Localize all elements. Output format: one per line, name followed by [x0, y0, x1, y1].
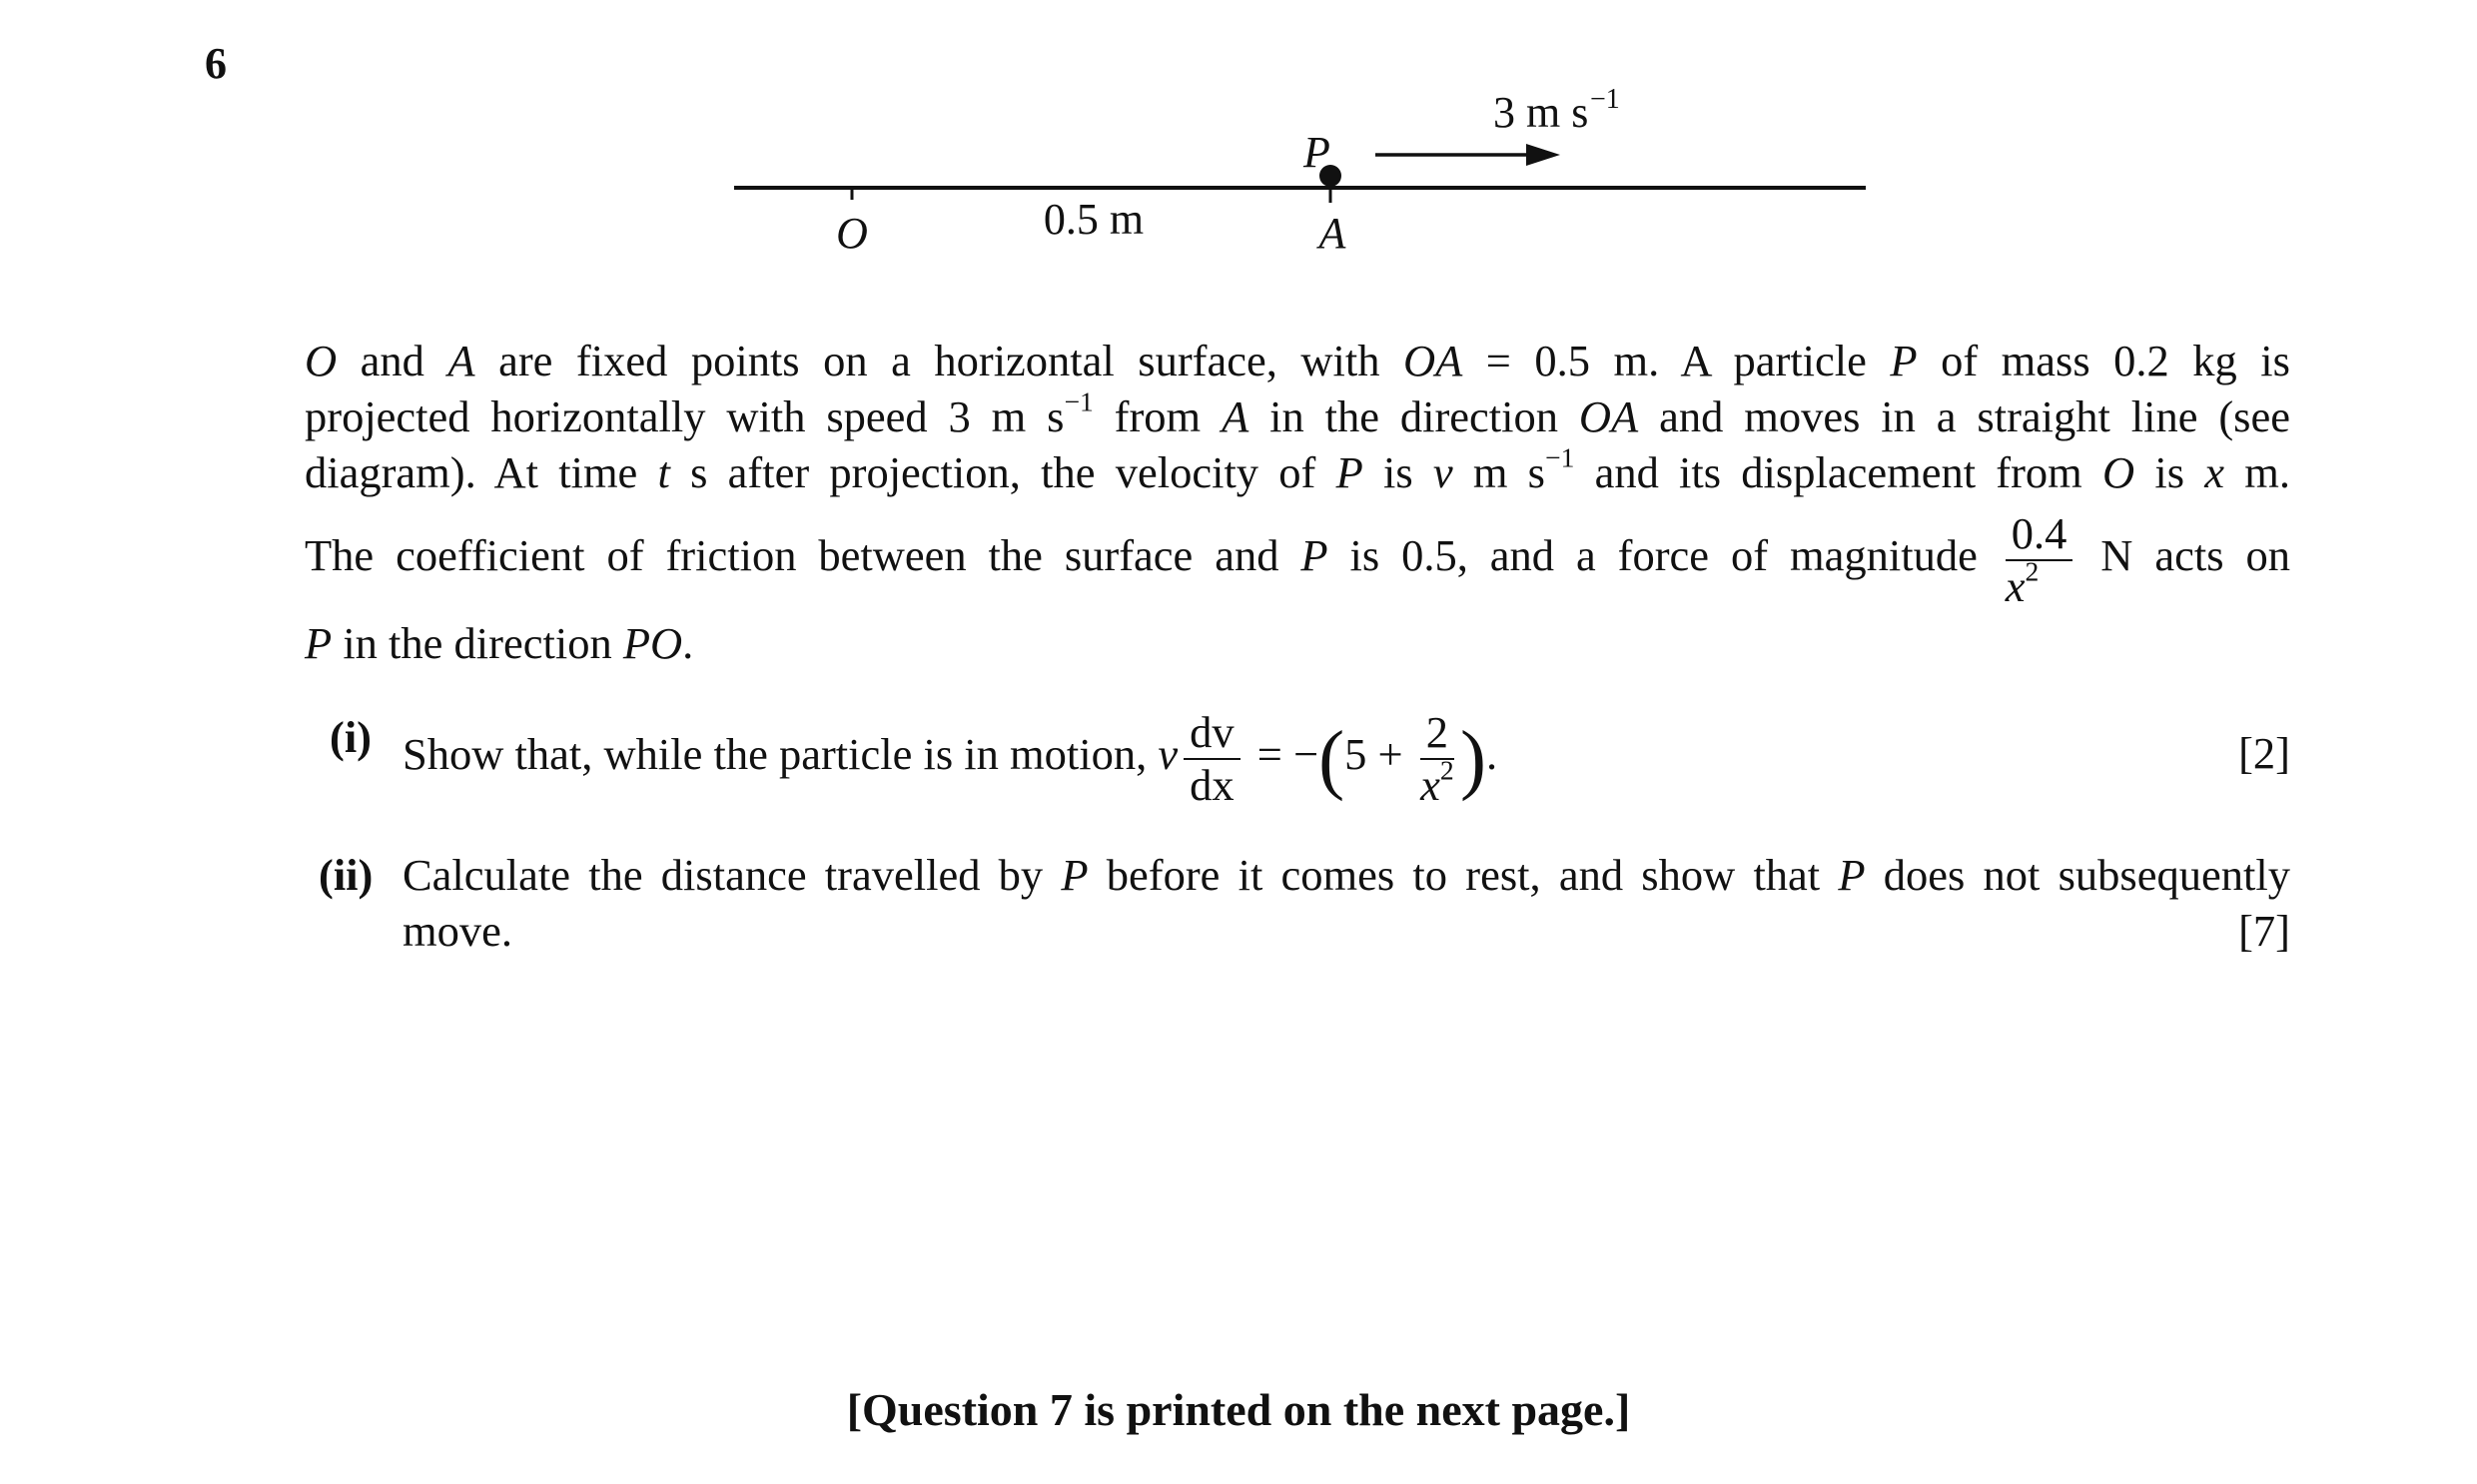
var-v: v	[1432, 447, 1453, 497]
force-fraction	[2006, 510, 2073, 609]
text: from	[1093, 391, 1223, 441]
label-o: O	[836, 209, 868, 258]
text: and moves in a straight line (see	[1638, 391, 2290, 441]
var-o: O	[2102, 447, 2135, 497]
text: m s	[1452, 447, 1546, 497]
stem-line-5	[305, 615, 2290, 671]
var-p: P	[1300, 529, 1328, 580]
part-i-text	[403, 709, 2290, 808]
var-a: A	[447, 336, 475, 385]
stem-line-1	[305, 333, 2290, 388]
var-po: PO	[622, 618, 683, 669]
text: does not subsequently	[1865, 850, 2290, 900]
text: .	[682, 618, 694, 669]
var-x: x	[2005, 560, 2026, 611]
text: diagram). At time	[305, 447, 658, 497]
part-ii-line-1	[403, 847, 2290, 903]
footer-note: [Question 7 is printed on the next page.]	[846, 1384, 1631, 1435]
exponent: −1	[1545, 441, 1575, 473]
text: is	[2134, 447, 2205, 497]
var-p: P	[1061, 850, 1089, 900]
label-speed: 3 m s	[1493, 88, 1589, 137]
text: is	[1362, 447, 1433, 497]
marks-part-ii: [7]	[2238, 906, 2290, 956]
text: in the direction	[1248, 391, 1579, 441]
text: and	[337, 336, 448, 385]
text: m.	[2224, 447, 2291, 497]
var-p: P	[305, 618, 333, 669]
marks-part-i: [2]	[2238, 728, 2290, 778]
text: The coefficient of friction between the surface and	[305, 529, 1301, 580]
text: of mass 0.2 kg is	[1917, 336, 2290, 385]
var-a: A	[1222, 391, 1249, 441]
two-over-x-squared	[1420, 709, 1454, 808]
text: projected horizontally with speed 3 m s	[305, 391, 1065, 441]
label-speed-exp: −1	[1590, 84, 1620, 115]
text: = −	[1245, 728, 1319, 779]
question-stem	[305, 333, 2290, 671]
var-v: v	[1158, 728, 1179, 779]
stem-line-2	[305, 385, 2290, 444]
particle-diagram	[0, 0, 2477, 300]
text: Show that, while the particle is in motion,	[403, 728, 1159, 779]
part-ii-text	[403, 847, 2290, 959]
text: N acts on	[2078, 529, 2290, 580]
velocity-arrow-head	[1526, 144, 1560, 166]
text: in the direction	[332, 618, 623, 669]
text: = 0.5 m. A particle	[1462, 336, 1891, 385]
exponent: 2	[1439, 754, 1454, 786]
fraction-numerator: dv	[1184, 709, 1240, 760]
fraction-numerator: 0.4	[2006, 510, 2073, 561]
text: is 0.5, and a force of magnitude	[1327, 529, 2000, 580]
text: s after projection, the velocity of	[669, 447, 1336, 497]
var-p: P	[1335, 447, 1363, 497]
exponent: −1	[1064, 385, 1094, 417]
var-o: O	[305, 336, 338, 385]
text: Calculate the distance travelled by	[403, 850, 1062, 900]
var-x: x	[1420, 759, 1440, 810]
var-t: t	[657, 447, 670, 497]
part-ii-line-2: move.	[403, 906, 512, 956]
derivative-fraction	[1184, 709, 1240, 808]
var-p: P	[1838, 850, 1866, 900]
stem-line-4	[305, 510, 2290, 609]
text: .	[1485, 728, 1498, 779]
text: and its displacement from	[1574, 447, 2103, 497]
fraction-numerator: 2	[1420, 709, 1454, 760]
close-paren: )	[1459, 714, 1486, 802]
text: are fixed points on a horizontal surface, with	[474, 336, 1403, 385]
exponent: 2	[2025, 555, 2040, 587]
text: before it comes to rest, and show that	[1088, 850, 1839, 900]
label-distance: 0.5 m	[1043, 195, 1145, 244]
var-oa: OA	[1402, 336, 1463, 385]
var-x: x	[2204, 447, 2225, 497]
open-paren: (	[1318, 714, 1345, 802]
question-number: 6	[205, 39, 227, 88]
label-p: P	[1303, 128, 1330, 177]
var-p: P	[1890, 336, 1918, 385]
part-label: (ii)	[319, 850, 374, 900]
fraction-denominator	[2005, 555, 2073, 611]
stem-line-3	[305, 441, 2291, 500]
label-a: A	[1318, 209, 1346, 258]
text: 5 +	[1344, 728, 1414, 779]
fraction-denominator	[1420, 754, 1454, 810]
var-oa: OA	[1578, 391, 1639, 441]
fraction-denominator: dx	[1190, 759, 1235, 810]
part-label: (i)	[330, 712, 373, 762]
